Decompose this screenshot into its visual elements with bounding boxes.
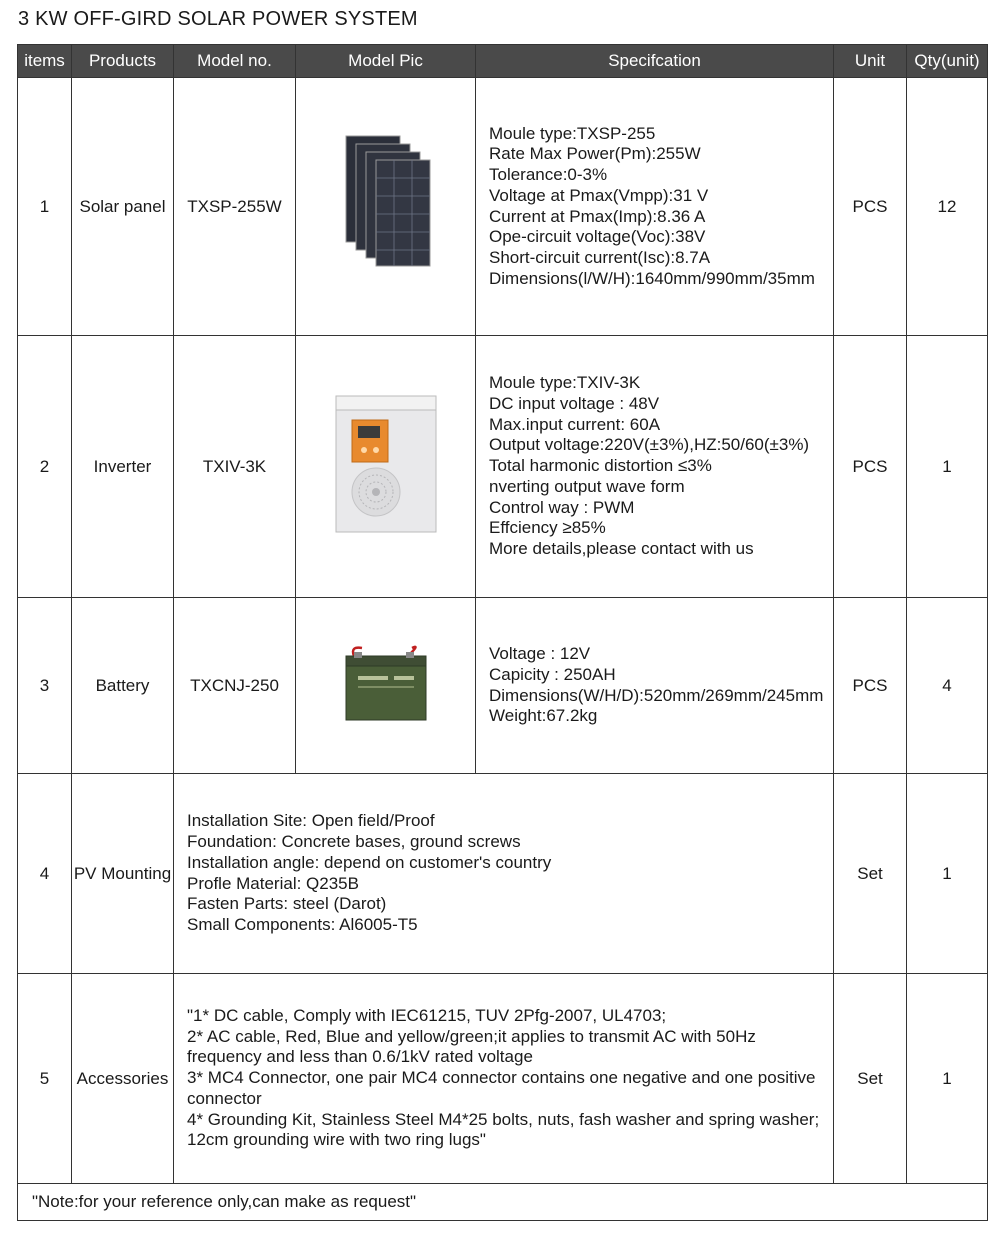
spec-line: 4* Grounding Kit, Stainless Steel M4*25 bolts, nuts, fash washer and spring washer; 12cm grounding wire with two ring lugs" — [187, 1109, 820, 1150]
table-row — [18, 974, 988, 1184]
header-qty: Qty(unit) — [907, 45, 988, 78]
spec-line: Small Components: Al6005-T5 — [187, 914, 418, 934]
spec-line: "1* DC cable, Comply with IEC61215, TUV 2Pfg-2007, UL4703; — [187, 1006, 667, 1026]
unit-value: Set — [834, 774, 907, 974]
spec-line: nverting output wave form — [489, 476, 685, 496]
table-row — [18, 336, 988, 598]
header-products: Products — [72, 45, 174, 78]
page-title: 3 KW OFF-GIRD SOLAR POWER SYSTEM — [18, 8, 418, 30]
spec-line: Effciency ≥85% — [489, 518, 606, 538]
model-number: TXCNJ-250 — [174, 598, 296, 774]
spec-line: Foundation: Concrete bases, ground screws — [187, 832, 521, 852]
spec-line: Max.input current: 60A — [489, 414, 661, 434]
spec-line: Current at Pmax(Imp):8.36 A — [489, 206, 706, 226]
specification-cell — [476, 598, 834, 774]
specification-cell — [174, 774, 834, 974]
header-unit: Unit — [834, 45, 907, 78]
spec-line: Capicity : 250AH — [489, 664, 616, 684]
qty-value: 1 — [907, 336, 988, 598]
header-items: items — [18, 45, 72, 78]
spec-line: Dimensions(l/W/H):1640mm/990mm/35mm — [489, 268, 815, 288]
unit-value: Set — [834, 974, 907, 1184]
item-number: 4 — [18, 774, 72, 974]
model-pic-cell — [296, 598, 476, 774]
specification-cell — [476, 78, 834, 336]
spec-line: Tolerance:0-3% — [489, 165, 608, 185]
spec-line: Profle Material: Q235B — [187, 873, 359, 893]
table-row — [18, 774, 988, 974]
spec-line: Moule type:TXSP-255 — [489, 123, 656, 143]
table-row — [18, 598, 988, 774]
qty-value: 4 — [907, 598, 988, 774]
spec-line: Fasten Parts: steel (Darot) — [187, 894, 387, 914]
header-model-no: Model no. — [174, 45, 296, 78]
product-name: Inverter — [72, 336, 174, 598]
product-name: Solar panel — [72, 78, 174, 336]
qty-value: 1 — [907, 774, 988, 974]
header-specification: Specifcation — [476, 45, 834, 78]
specification-cell — [476, 336, 834, 598]
unit-value: PCS — [834, 78, 907, 336]
model-number: TXSP-255W — [174, 78, 296, 336]
spec-line: Dimensions(W/H/D):520mm/269mm/245mm — [489, 685, 824, 705]
spec-line: Short-circuit current(Isc):8.7A — [489, 247, 711, 267]
model-pic-cell — [296, 336, 476, 598]
product-name: Battery — [72, 598, 174, 774]
qty-value: 12 — [907, 78, 988, 336]
unit-value: PCS — [834, 336, 907, 598]
note-row — [18, 1184, 988, 1221]
spec-line: Voltage : 12V — [489, 644, 591, 664]
spec-line: More details,please contact with us — [489, 538, 754, 558]
spec-line: Moule type:TXIV-3K — [489, 373, 641, 393]
item-number: 5 — [18, 974, 72, 1184]
qty-value: 1 — [907, 974, 988, 1184]
battery-image — [340, 642, 432, 724]
solar-panel-image — [336, 134, 436, 274]
spec-line: Rate Max Power(Pm):255W — [489, 144, 701, 164]
item-number: 2 — [18, 336, 72, 598]
spec-line: Installation Site: Open field/Proof — [187, 811, 435, 831]
product-spec-table — [17, 44, 988, 1221]
product-name: Accessories — [72, 974, 174, 1184]
model-number: TXIV-3K — [174, 336, 296, 598]
inverter-image — [330, 392, 442, 536]
spec-line: 3* MC4 Connector, one pair MC4 connector contains one negative and one positive connector — [187, 1068, 816, 1108]
unit-value: PCS — [834, 598, 907, 774]
specification-cell — [174, 974, 834, 1184]
spec-line: Total harmonic distortion ≤3% — [489, 456, 712, 476]
item-number: 1 — [18, 78, 72, 336]
spec-line: Weight:67.2kg — [489, 706, 598, 726]
spec-line: DC input voltage : 48V — [489, 394, 660, 414]
product-name: PV Mounting — [72, 774, 174, 974]
note-text: "Note:for your reference only,can make as request" — [18, 1184, 988, 1221]
item-number: 3 — [18, 598, 72, 774]
table-row — [18, 78, 988, 336]
table-header-row — [18, 45, 988, 78]
spec-line: 2* AC cable, Red, Blue and yellow/green;it applies to transmit AC with 50Hz frequency and less than 0.6/1kV rated voltage — [187, 1026, 756, 1067]
spec-line: Output voltage:220V(±3%),HZ:50/60(±3%) — [489, 435, 810, 455]
model-pic-cell — [296, 78, 476, 336]
spec-line: Voltage at Pmax(Vmpp):31 V — [489, 185, 709, 205]
spec-line: Ope-circuit voltage(Voc):38V — [489, 227, 706, 247]
spec-line: Control way : PWM — [489, 497, 635, 517]
header-model-pic: Model Pic — [296, 45, 476, 78]
spec-line: Installation angle: depend on customer's country — [187, 852, 552, 872]
